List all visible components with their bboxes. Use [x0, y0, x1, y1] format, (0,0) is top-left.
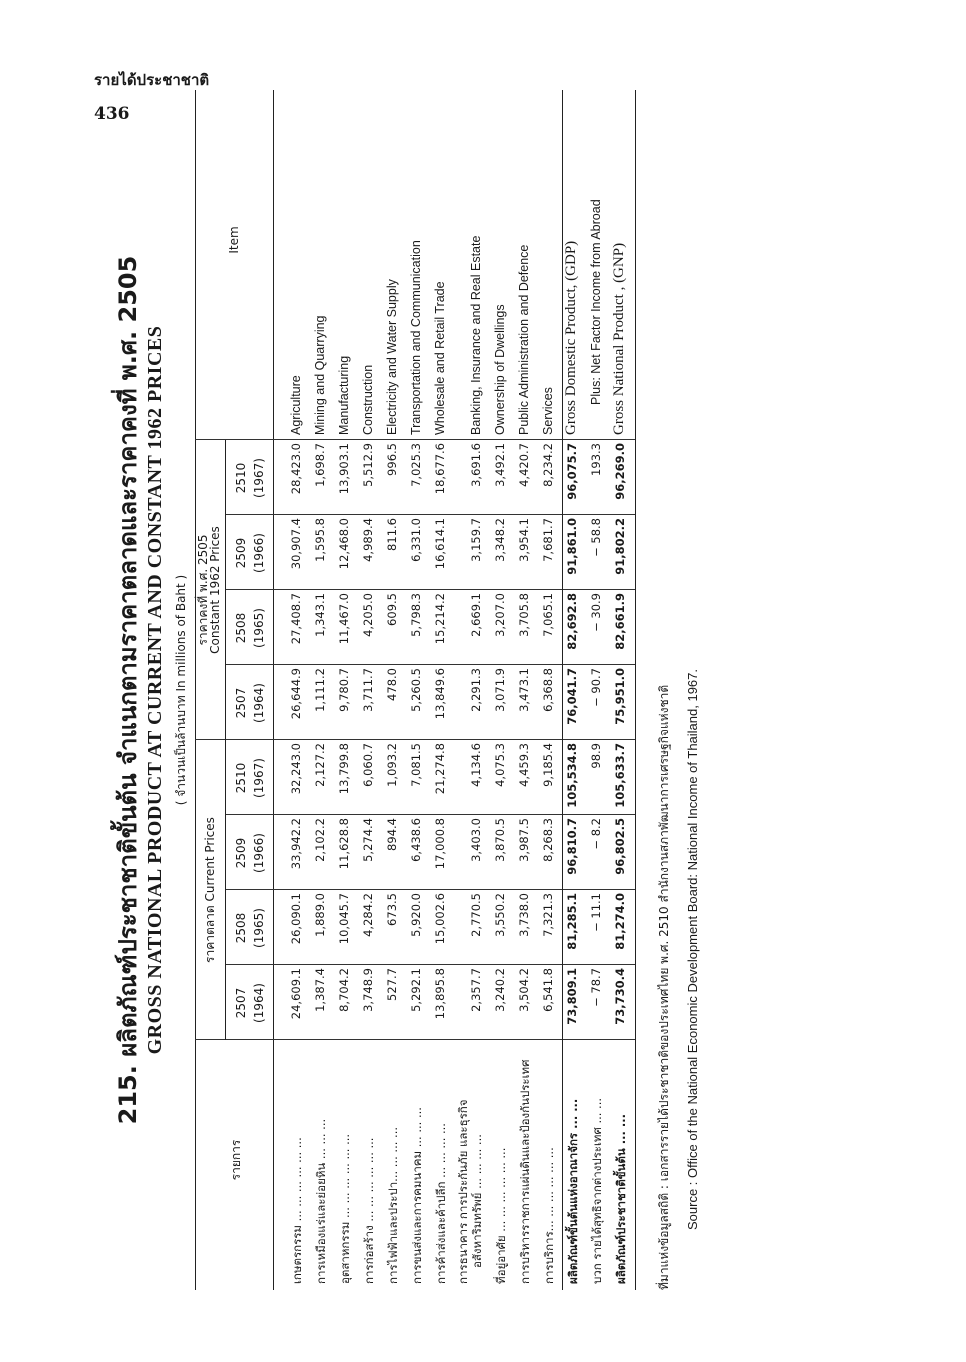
row-label-english: Manufacturing	[337, 355, 351, 435]
table-cell: 73,809.1	[565, 968, 579, 1025]
row-label-english: Services	[541, 387, 555, 435]
row-label-english: Ownership of Dwellings	[493, 304, 507, 435]
table-cell: 105,633.7	[613, 743, 627, 808]
column-rule	[195, 1039, 635, 1040]
row-label-thai: การไฟฟ้าและประปา... ... ... ...	[386, 1126, 400, 1284]
table-cell: 4,420.7	[517, 443, 531, 487]
row-label-english: Agriculture	[289, 375, 303, 435]
source-note-thai: ที่มาแห่งข้อมูลสถิติ : เอกสารรายได้ประชาชาติของประเทศไทย พ.ศ. 2510 สำนักงานสภาพัฒนาการเศรษฐกิจแห่งชาติ	[657, 684, 671, 1290]
table-cell: 2,357.7	[469, 968, 483, 1012]
table-cell: − 58.8	[589, 518, 603, 557]
running-header: รายได้ประชาชาติ	[94, 71, 210, 89]
table-cell: 3,504.2	[517, 968, 531, 1012]
table-cell: − 30.9	[589, 593, 603, 632]
table-cell: 3,738.0	[517, 893, 531, 937]
row-label-thai: การค้าส่งและค้าปลีก ... ... ... ...	[434, 1123, 448, 1284]
table-cell: 3,691.6	[469, 443, 483, 487]
current-prices-header: ราคาตลาด Current Prices	[203, 817, 217, 963]
table-cell: 13,799.8	[337, 743, 351, 795]
table-title-english: GROSS NATIONAL PRODUCT AT CURRENT AND CONSTANT 1962 PRICES	[144, 325, 166, 1055]
row-label-thai: การขนส่งและการคมนาคม ... ... ...	[410, 1107, 424, 1284]
year-header-be: 2508	[234, 912, 248, 944]
table-cell: 76,041.7	[565, 668, 579, 725]
table-cell: 17,000.8	[433, 818, 447, 870]
table-cell: 5,260.5	[409, 668, 423, 712]
table-cell: 7,321.3	[541, 893, 555, 937]
table-cell: 3,207.0	[493, 593, 507, 637]
table-cell: 16,614.1	[433, 518, 447, 570]
year-header-be: 2507	[234, 987, 248, 1019]
table-cell: 32,243.0	[289, 743, 303, 795]
year-header-be: 2509	[234, 837, 248, 869]
row-label-thai: อุตสาหกรรม ... ... ... ... ... ...	[338, 1133, 352, 1284]
header-rule	[273, 90, 274, 1290]
row-label-english: Wholesale and Retail Trade	[433, 281, 447, 435]
year-header-ce: (1964)	[252, 683, 266, 723]
table-cell: 2,669.1	[469, 593, 483, 637]
table-cell: 105,534.8	[565, 743, 579, 808]
table-cell: 3,705.8	[517, 593, 531, 637]
table-cell: − 78.7	[589, 968, 603, 1007]
table-cell: 18,677.6	[433, 443, 447, 495]
row-label-english: Public Administration and Defence	[517, 244, 531, 435]
table-cell: 26,644.9	[289, 668, 303, 720]
table-units: ( จำนวนเป็นล้านบาท In millions of Baht )	[174, 574, 188, 806]
table-cell: 13,895.8	[433, 968, 447, 1020]
row-label-english: Transportation and Communication	[409, 240, 423, 435]
table-cell: 1,387.4	[313, 968, 327, 1012]
row-label-thai: ที่อยู่อาศัย ... ... ... ... ... ...	[494, 1147, 508, 1284]
table-cell: 2,291.3	[469, 668, 483, 712]
column-rule	[225, 589, 635, 590]
constant-prices-header-thai: ราคาคงที่ พ.ศ. 2505	[196, 534, 210, 646]
table-cell: 3,954.1	[517, 518, 531, 562]
table-cell: 91,802.2	[613, 518, 627, 575]
column-rule	[225, 664, 635, 665]
row-label-thai: การก่อสร้าง ... ... ... ... ... ...	[362, 1137, 376, 1284]
table-cell: 478.0	[385, 668, 399, 701]
table-cell: 5,274.4	[361, 818, 375, 862]
row-label-thai: การบริการ... ... ... ... ... ...	[542, 1147, 556, 1284]
table-cell: 27,408.7	[289, 593, 303, 645]
table-cell: 98.9	[589, 743, 603, 769]
table-cell: 12,468.0	[337, 518, 351, 570]
row-label-english: Banking, Insurance and Real Estate	[469, 235, 483, 435]
row-label-english: Mining and Quarrying	[313, 315, 327, 435]
column-rule	[225, 889, 635, 890]
table-cell: 24,609.1	[289, 968, 303, 1020]
table-cell: 30,907.4	[289, 518, 303, 570]
row-label-thai: การบริหารราชการแผ่นดินและป้องกันประเทศ	[518, 1059, 532, 1284]
table-cell: 11,628.8	[337, 818, 351, 870]
table-cell: 673.5	[385, 893, 399, 926]
year-header-ce: (1966)	[252, 533, 266, 573]
column-rule	[225, 814, 635, 815]
table-cell: 1,111.2	[313, 668, 327, 712]
item-header-thai: รายการ	[229, 1139, 243, 1181]
table-cell: 5,798.3	[409, 593, 423, 637]
table-cell: 4,989.4	[361, 518, 375, 562]
year-header-be: 2510	[234, 462, 248, 494]
table-cell: 33,942.2	[289, 818, 303, 870]
year-header-ce: (1964)	[252, 983, 266, 1023]
table-cell: 1,698.7	[313, 443, 327, 487]
year-header-be: 2508	[234, 612, 248, 644]
table-title-thai: 215. ผลิตภัณฑ์ประชาชาติขั้นต้น จำแนกตามราคาตลาดและราคาคงที่ พ.ศ. 2505	[114, 255, 142, 1125]
table-cell: 1,343.1	[313, 593, 327, 637]
year-header-ce: (1965)	[252, 608, 266, 648]
table-cell: 6,060.7	[361, 743, 375, 787]
table-cell: 96,075.7	[565, 443, 579, 500]
table-cell: 7,681.7	[541, 518, 555, 562]
row-label-thai: บวก รายได้สุทธิจากต่างประเทศ ... ...	[590, 1097, 604, 1284]
table-cell: 1,093.2	[385, 743, 399, 787]
table-cell: 13,849.6	[433, 668, 447, 720]
table-cell: 3,870.5	[493, 818, 507, 862]
table-cell: 26,090.1	[289, 893, 303, 945]
table-cell: 5,292.1	[409, 968, 423, 1012]
table-cell: 894.4	[385, 818, 399, 851]
row-label-english: Electricity and Water Supply	[385, 279, 399, 435]
table-cell: 3,240.2	[493, 968, 507, 1012]
table-cell: 7,081.5	[409, 743, 423, 787]
table-cell: 3,550.2	[493, 893, 507, 937]
rotated-table-page	[100, 90, 740, 1290]
table-cell: − 11.1	[589, 893, 603, 932]
table-cell: 4,205.0	[361, 593, 375, 637]
table-cell: 3,159.7	[469, 518, 483, 562]
table-cell: 96,810.7	[565, 818, 579, 875]
table-cell: 4,284.2	[361, 893, 375, 937]
table-cell: 82,661.9	[613, 593, 627, 650]
table-cell: 6,541.8	[541, 968, 555, 1012]
year-header-be: 2509	[234, 537, 248, 569]
table-cell: 3,348.2	[493, 518, 507, 562]
column-rule	[225, 964, 635, 965]
table-cell: 15,214.2	[433, 593, 447, 645]
row-label-thai-continued: อสังหาริมทรัพย์ ... ... ... ...	[470, 1134, 484, 1268]
table-cell: 21,274.8	[433, 743, 447, 795]
column-rule	[225, 514, 635, 515]
table-cell: 609.5	[385, 593, 399, 626]
table-cell: 96,802.5	[613, 818, 627, 875]
year-header-ce: (1967)	[252, 458, 266, 498]
constant-prices-header-english: Constant 1962 Prices	[208, 526, 222, 654]
table-cell: 13,903.1	[337, 443, 351, 495]
table-cell: 5,512.9	[361, 443, 375, 487]
row-label-english: Gross National Product , (GNP)	[611, 242, 627, 435]
group-rule	[225, 440, 226, 1040]
year-header-be: 2510	[234, 762, 248, 794]
table-cell: 527.7	[385, 968, 399, 1001]
table-cell: 4,459.3	[517, 743, 531, 787]
table-cell: 8,268.3	[541, 818, 555, 862]
table-cell: 9,185.4	[541, 743, 555, 787]
year-header-ce: (1965)	[252, 908, 266, 948]
year-header-be: 2507	[234, 687, 248, 719]
table-cell: 3,403.0	[469, 818, 483, 862]
table-cell: 91,861.0	[565, 518, 579, 575]
table-cell: 4,134.6	[469, 743, 483, 787]
table-cell: 1,595.8	[313, 518, 327, 562]
column-rule	[195, 739, 635, 740]
row-label-english: Construction	[361, 364, 375, 435]
table-cell: 193.3	[589, 443, 603, 476]
table-cell: 996.5	[385, 443, 399, 476]
row-label-thai: การธนาคาร การประกันภัย และธุรกิจ	[456, 1099, 470, 1284]
table-cell: 6,368.8	[541, 668, 555, 712]
table-cell: 82,692.8	[565, 593, 579, 650]
page-number: 436	[94, 104, 130, 124]
source-note-english: Source : Office of the National Economic Development Board: National Income of Thailand, 1967.	[685, 668, 700, 1230]
table-cell: 8,704.2	[337, 968, 351, 1012]
row-label-thai: การเหมืองแร่และย่อยหิน ... ... ...	[314, 1118, 328, 1284]
table-cell: 10,045.7	[337, 893, 351, 945]
table-cell: 28,423.0	[289, 443, 303, 495]
table-cell: 11,467.0	[337, 593, 351, 645]
row-label-english: Gross Domestic Product, (GDP)	[563, 240, 579, 435]
table-cell: 2,770.5	[469, 893, 483, 937]
table-cell: 811.6	[385, 518, 399, 551]
table-cell: 96,269.0	[613, 443, 627, 500]
table-cell: 15,002.6	[433, 893, 447, 945]
table-cell: − 90.7	[589, 668, 603, 707]
table-cell: 3,473.1	[517, 668, 531, 712]
column-rule	[195, 439, 635, 440]
item-header-english: Item	[227, 226, 241, 254]
total-rule	[562, 90, 563, 1290]
table-cell: 7,025.3	[409, 443, 423, 487]
table-cell: 73,730.4	[613, 968, 627, 1025]
table-cell: 3,748.9	[361, 968, 375, 1012]
row-label-thai: ผลิตภัณฑ์ประชาชาติขั้นต้น ... ...	[614, 1114, 628, 1284]
table-cell: 3,492.1	[493, 443, 507, 487]
table-cell: 3,711.7	[361, 668, 375, 712]
table-cell: 3,987.5	[517, 818, 531, 862]
row-label-thai: เกษตรกรรม ... ... ... ... ... ...	[290, 1137, 304, 1284]
table-cell: 2,102.2	[313, 818, 327, 862]
table-cell: 7,065.1	[541, 593, 555, 637]
table-cell: 3,071.9	[493, 668, 507, 712]
table-cell: 6,438.6	[409, 818, 423, 862]
year-header-ce: (1966)	[252, 833, 266, 873]
row-label-thai: ผลิตภัณฑ์ขั้นต้นแห่งอาณาจักร ... ...	[566, 1098, 580, 1284]
year-header-ce: (1967)	[252, 758, 266, 798]
table-cell: 9,780.7	[337, 668, 351, 712]
table-bottom-rule	[635, 90, 636, 1290]
table-cell: − 8.2	[589, 818, 603, 850]
row-label-english: Plus: Net Factor Income from Abroad	[589, 199, 603, 405]
table-cell: 75,951.0	[613, 668, 627, 725]
table-cell: 8,234.2	[541, 443, 555, 487]
table-cell: 6,331.0	[409, 518, 423, 562]
table-cell: 81,274.0	[613, 893, 627, 950]
table-cell: 5,920.0	[409, 893, 423, 937]
table-cell: 4,075.3	[493, 743, 507, 787]
table-cell: 81,285.1	[565, 893, 579, 950]
table-cell: 2,127.2	[313, 743, 327, 787]
table-cell: 1,889.0	[313, 893, 327, 937]
